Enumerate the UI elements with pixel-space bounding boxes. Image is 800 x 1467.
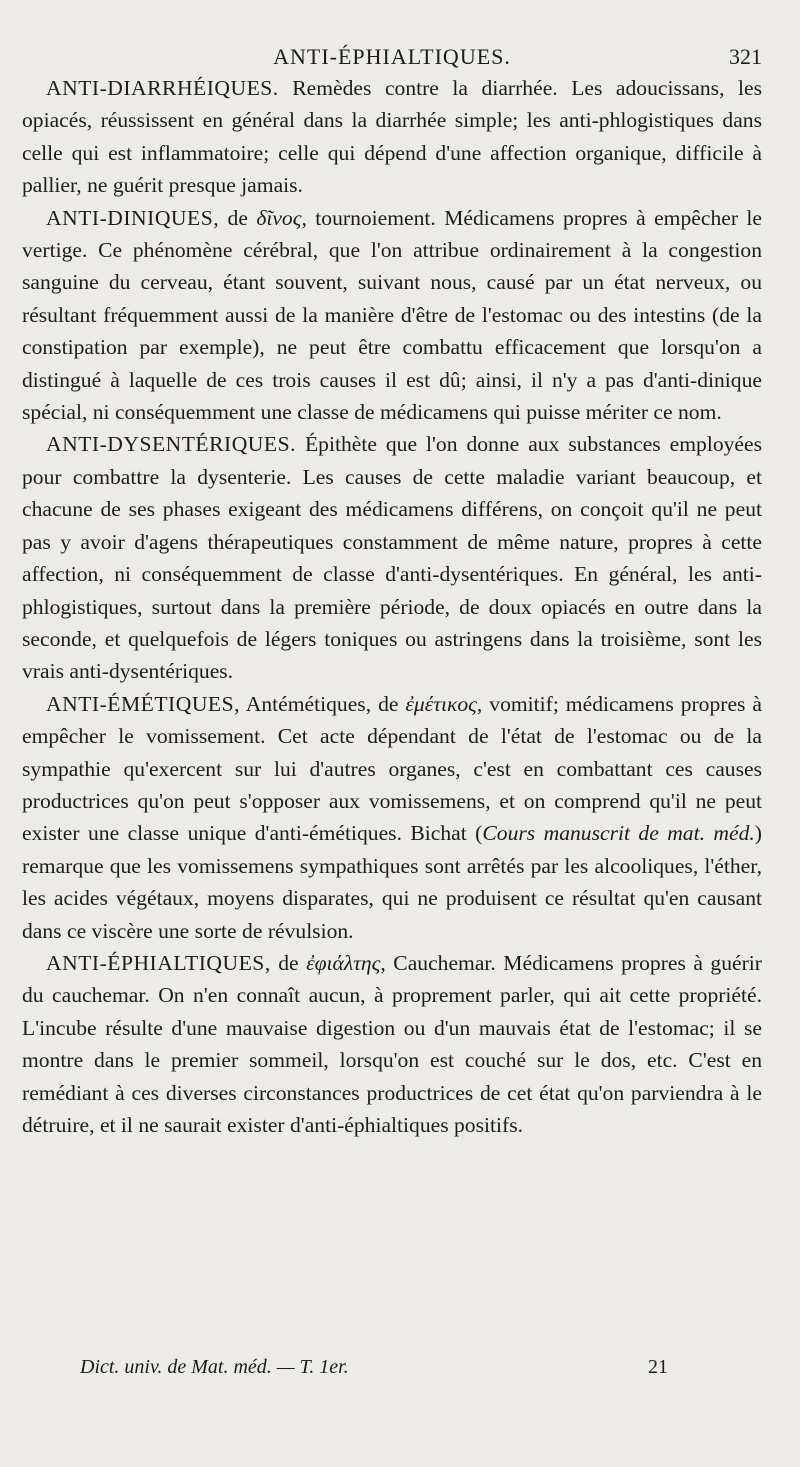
page-footer (80, 1356, 760, 1379)
sheet-number: 21 (648, 1356, 668, 1378)
cited-work: Cours manuscrit de mat. méd. (482, 821, 755, 846)
headword: ANTI-ÉMÉTIQUES, (46, 691, 241, 716)
entry-anti-dysenteriques (22, 428, 762, 687)
entry-text: , Cauchemar. Médicamens propres à guérir du cauchemar. On n'en connaît aucun, à proprement parler, qui ait cette propriété. L'incube résulte d'une mauvaise digestion ou d'un mauvais état de l'estomac; il se montre dans le premier sommeil, lorsqu'on est couché sur le dos, etc. C'est en remédiant à ces diverses circonstances productrices de cet état qu'on parviendra à le détruire, et il ne saurait exister d'anti-éphialtiques positifs. (22, 950, 762, 1137)
entry-anti-emetiques (22, 688, 762, 947)
entry-anti-diarrheiques (22, 72, 762, 202)
running-head (22, 38, 762, 72)
headword: ANTI-ÉPHIALTIQUES, (46, 950, 271, 975)
greek-etymon: δῖνος (256, 205, 302, 230)
entry-tail: ) remarque que les vomissemens sympathiques sont arrêtés par les alcooliques, l'éther, les acides végétaux, moyens disparates, qui ne produisent ce résultat qu'en causant dans ce viscère une sorte de révulsion. (22, 821, 762, 943)
entry-text: Remèdes contre la diarrhée. Les adoucissans, les opiacés, réussissent en général dans la diarrhée simple; les anti-phlogistiques dans celle qui est inflammatoire; celle qui dépend d'une affection organique, difficile à pallier, ne guérit presque jamais. (22, 76, 762, 198)
page-number: 321 (729, 44, 762, 69)
entry-prefix: Antémétiques, de (240, 691, 406, 716)
printer-signature: Dict. univ. de Mat. méd. — T. 1er. (80, 1356, 349, 1378)
greek-etymon: ἐφιάλτης (306, 950, 381, 975)
entry-text: , vomitif; médicamens propres à empêcher le vomissement. Cet acte dépendant de l'état de l'estomac ou de la sympathie qu'exercent sur lui d'autres organes, c'est en combattant ces causes productrices qu'on peut s'opposer aux vomissemens, et on comprend qu'il ne peut exister une classe unique d'anti-émétiques. Bichat ( (22, 691, 762, 846)
entry-anti-ephialtiques (22, 947, 762, 1141)
entry-prefix: de (270, 950, 307, 975)
entry-text: , tournoiement. Médicamens propres à empêcher le vertige. Ce phénomène cérébral, que l'on attribue ordinairement à la congestion sanguine du cerveau, étant souvent, suivant nous, causé par un état nerveux, ou résultant fréquemment aussi de la manière d'être de l'estomac ou des intestins (de la constipation par exemple), ne peut être combattu efficacement que lorsqu'on a distingué à laquelle de ces trois causes il est dû; ainsi, il n'y a pas d'anti-dinique spécial, ni conséquemment une classe de médicamens qui puisse mériter ce nom. (22, 205, 762, 425)
running-title: ANTI-ÉPHIALTIQUES. (273, 44, 511, 69)
headword: ANTI-DIARRHÉIQUES. (46, 76, 279, 100)
greek-etymon: ἐμέτικος (405, 691, 477, 716)
entry-text: Épithète que l'on donne aux substances employées pour combattre la dysenterie. Les causes de cette maladie variant beaucoup, et chacune de ses phases exigeant des médicamens différens, on conçoit qu'il ne peut pas y avoir d'agens thérapeutiques constamment de même nature, propres à cette affection, ni conséquemment de classe d'anti-dysentériques. En général, les anti-phlogistiques, surtout dans la première période, de doux opiacés en outre dans la seconde, et quelquefois de légers toniques ou astringens dans la troisième, sont les vrais anti-dysentériques. (22, 432, 762, 684)
entry-anti-diniques (22, 202, 762, 429)
headword: ANTI-DINIQUES, (46, 205, 220, 230)
entry-prefix: de (219, 205, 257, 230)
headword: ANTI-DYSENTÉRIQUES. (46, 432, 297, 457)
